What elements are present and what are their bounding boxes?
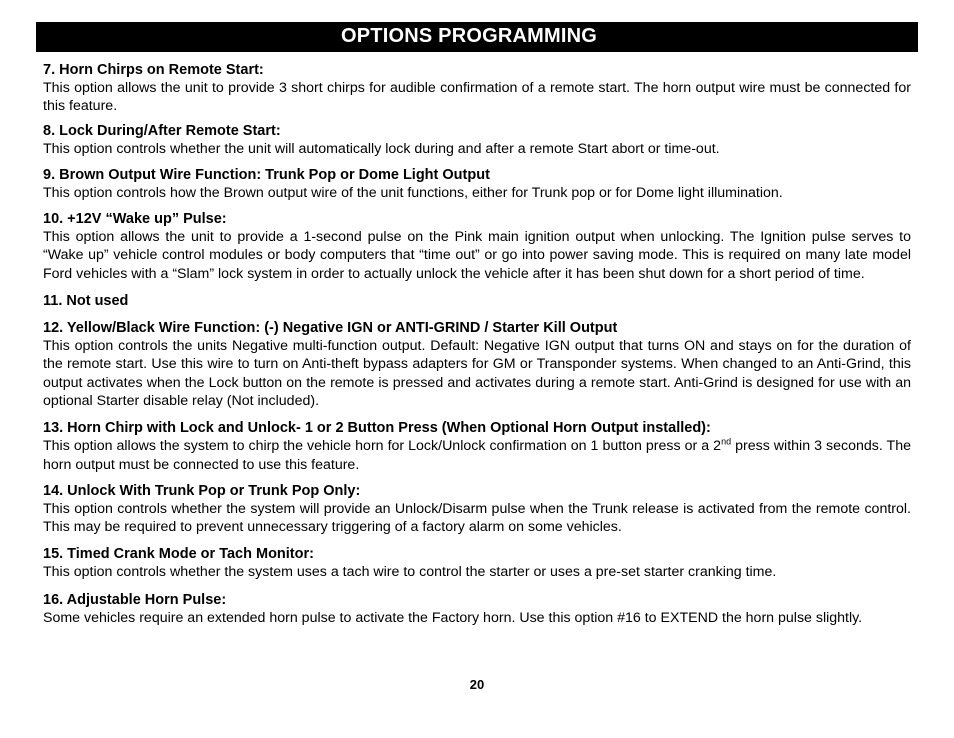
option-description: This option controls the units Negative multi-function output. Default: Negative IGN output that turns ON and stays on for the duration of the remote start. Use this wire to turn on Anti-theft bypass adapters for GM or Transponder systems. When changed to an Anti-Grind, this output activates when the Lock button on the remote is pressed and activates during a remote start. Anti-Grind is designed for use with an optional Starter disable relay (Not included). (43, 338, 911, 409)
option-description-part: press within 3 seconds. The horn output must be connected to use this feature. (43, 438, 911, 473)
option-description: This option controls whether the system uses a tach wire to control the starter or uses a pre-set starter cranking time. (43, 564, 777, 581)
option-14 (43, 482, 911, 537)
option-heading: 13. Horn Chirp with Lock and Unlock- 1 or 2 Button Press (When Optional Horn Output installed): (43, 420, 711, 437)
option-10 (43, 210, 911, 283)
option-heading: 14. Unlock With Trunk Pop or Trunk Pop Only: (43, 482, 361, 499)
option-description: Some vehicles require an extended horn pulse to activate the Factory horn. Use this option #16 to EXTEND the horn pulse slightly. (43, 609, 863, 626)
option-12 (43, 319, 911, 410)
option-11 (43, 292, 911, 310)
option-description: This option allows the unit to provide a 1-second pulse on the Pink main ignition output when unlocking. The Ignition pulse serves to “Wake up” vehicle control modules or body computers that “time out” or go into power saving mode. This is required on many late model Ford vehicles with a “Slam” lock system in order to actually unlock the vehicle after it has been shut down for a short period of time. (43, 229, 911, 282)
option-description: This option controls how the Brown output wire of the unit functions, either for Trunk pop or for Dome light illumination. (43, 184, 783, 201)
option-heading: 7. Horn Chirps on Remote Start: (43, 62, 264, 78)
option-13 (43, 419, 911, 474)
option-heading: 9. Brown Output Wire Function: Trunk Pop or Dome Light Output (43, 166, 490, 183)
option-description: This option controls whether the unit will automatically lock during and after a remote Start abort or time-out. (43, 140, 720, 157)
option-heading: 12. Yellow/Black Wire Function: (-) Negative IGN or ANTI-GRIND / Starter Kill Output (43, 320, 618, 337)
option-description: This option allows the unit to provide 3 short chirps for audible confirmation of a remote start. The horn output wire must be connected for this feature. (43, 80, 911, 115)
page-number: 20 (469, 677, 485, 692)
option-heading: 8. Lock During/After Remote Start: (43, 122, 281, 139)
option-heading: 16. Adjustable Horn Pulse: (43, 591, 227, 608)
option-description: This option controls whether the system will provide an Unlock/Disarm pulse when the Trunk release is activated from the remote control. This may be required to prevent unnecessary triggering of a factory alarm on some vehicles. (43, 500, 911, 536)
page-title: OPTIONS PROGRAMMING (341, 25, 598, 47)
option-7 (43, 61, 911, 116)
section-header-bar (36, 22, 918, 52)
options-list (43, 61, 911, 633)
option-heading: 10. +12V “Wake up” Pulse: (43, 211, 227, 228)
option-description (43, 437, 911, 474)
option-heading: 15. Timed Crank Mode or Tach Monitor: (43, 546, 314, 563)
ordinal-suffix: nd (721, 436, 732, 447)
option-heading: 11. Not used (43, 293, 129, 310)
option-9 (43, 166, 911, 202)
option-description-part: This option allows the system to chirp the vehicle horn for Lock/Unlock confirmation on 1 button press or a 2 (43, 438, 722, 455)
option-15 (43, 545, 911, 581)
option-16 (43, 591, 911, 627)
option-8 (43, 122, 911, 158)
